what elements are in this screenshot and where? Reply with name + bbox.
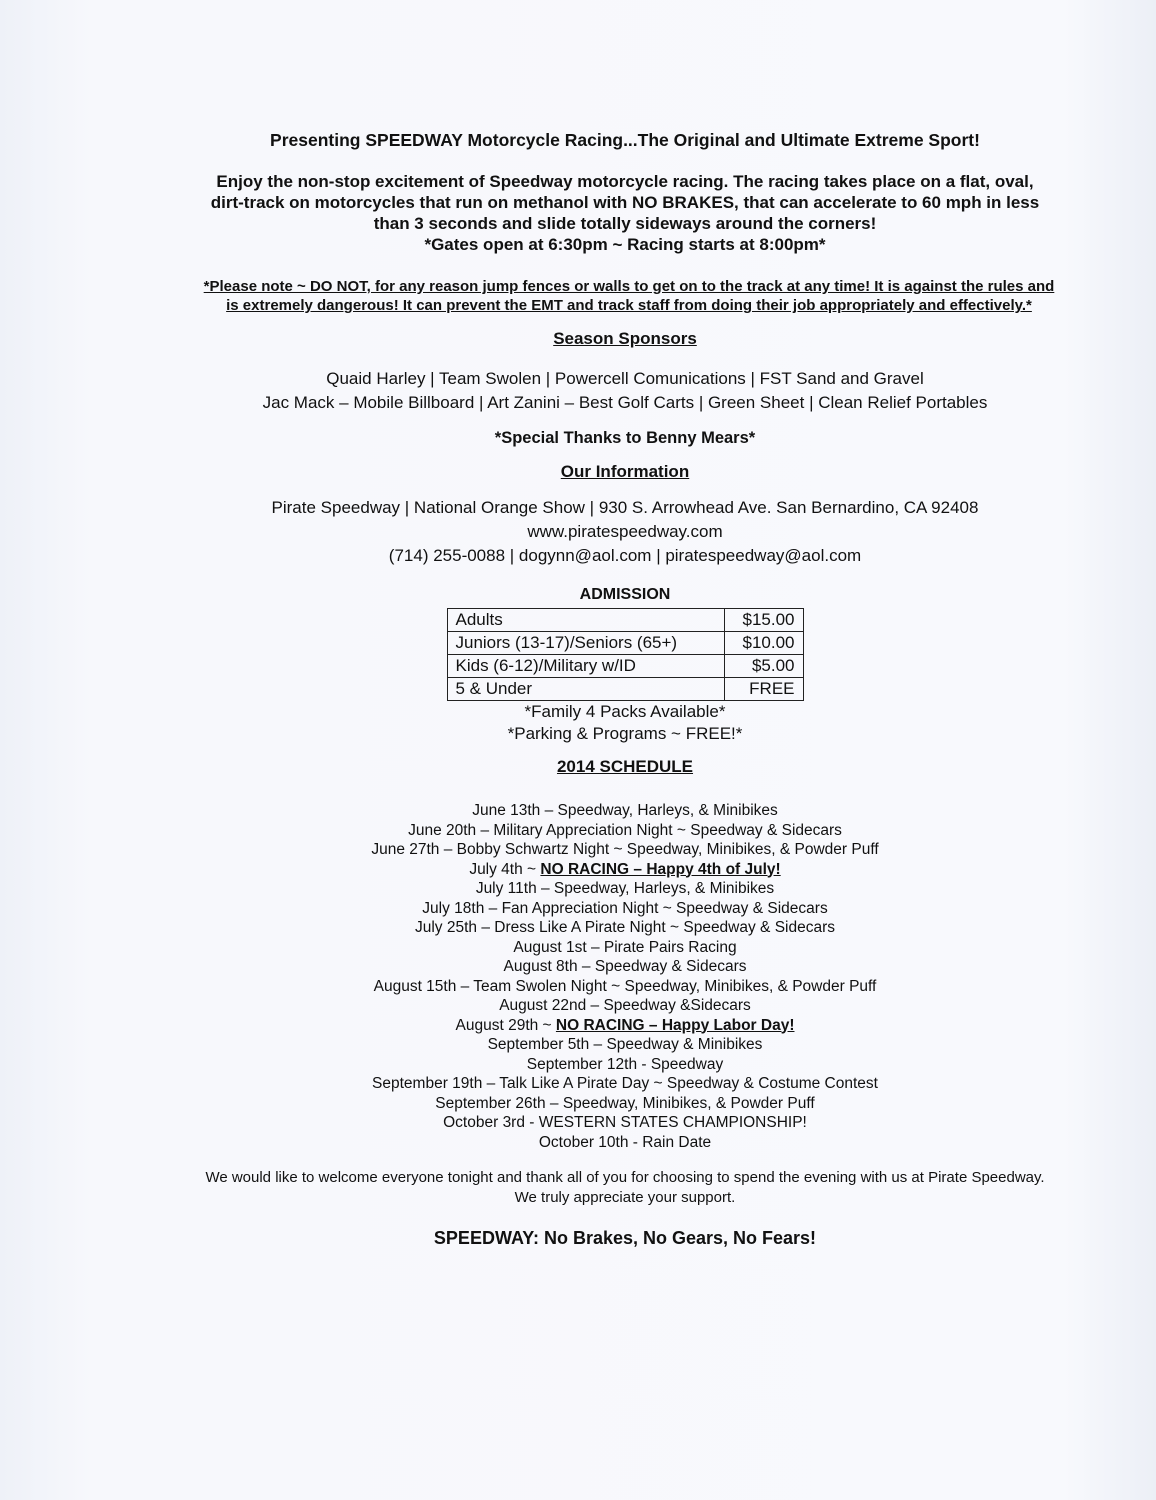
schedule-text: August 29th ~ xyxy=(455,1016,556,1034)
schedule-item xyxy=(120,1016,1130,1036)
welcome-message xyxy=(120,1168,1130,1208)
schedule-item xyxy=(120,1133,1130,1153)
schedule-item xyxy=(120,821,1130,841)
admission-row xyxy=(447,655,803,678)
schedule-title: 2014 SCHEDULE xyxy=(556,757,694,776)
schedule-item xyxy=(120,899,1130,919)
schedule-item xyxy=(120,801,1130,821)
admission-category: Kids (6-12)/Military w/ID xyxy=(447,655,724,678)
address: Pirate Speedway | National Orange Show | 930 S. Arrowhead Ave. San Bernardino, CA 92408 xyxy=(271,498,979,517)
admission-note: *Parking & Programs ~ FREE!* xyxy=(507,724,743,743)
intro-line: dirt-track on motorcycles that run on methanol with NO BRAKES, that can accelerate to 60 mph in less xyxy=(210,193,1040,212)
schedule-item xyxy=(120,996,1130,1016)
schedule-item xyxy=(120,938,1130,958)
gates-time: *Gates open at 6:30pm ~ Racing starts at 8:00pm* xyxy=(424,235,826,254)
intro-line: Enjoy the non-stop excitement of Speedway motorcycle racing. The racing takes place on a flat, oval, xyxy=(216,172,1034,191)
schedule-text: July 11th – Speedway, Harleys, & Minibikes xyxy=(475,880,775,897)
headline: Presenting SPEEDWAY Motorcycle Racing...The Original and Ultimate Extreme Sport! xyxy=(270,130,980,150)
schedule-text: September 5th – Speedway & Minibikes xyxy=(487,1036,763,1053)
warning-line: is extremely dangerous! It can prevent the EMT and track staff from doing their job appropriately and effectively.* xyxy=(226,297,1032,314)
schedule-highlight: NO RACING – Happy Labor Day! xyxy=(555,1016,795,1034)
schedule-item xyxy=(120,957,1130,977)
schedule-item xyxy=(120,879,1130,899)
schedule-item xyxy=(120,1094,1130,1114)
info-title: Our Information xyxy=(560,462,690,481)
admission-note: *Family 4 Packs Available* xyxy=(524,702,726,721)
schedule-item xyxy=(120,1055,1130,1075)
special-thanks: *Special Thanks to Benny Mears* xyxy=(494,429,756,447)
intro xyxy=(120,171,1130,234)
schedule-text: August 1st – Pirate Pairs Racing xyxy=(513,938,737,956)
schedule-item xyxy=(120,1035,1130,1055)
schedule-text: June 20th – Military Appreciation Night ~ Speedway & Sidecars xyxy=(408,821,842,839)
schedule-text: July 4th ~ xyxy=(469,860,541,878)
schedule-list xyxy=(120,801,1130,1152)
admission-row xyxy=(447,609,803,632)
schedule-item xyxy=(120,840,1130,860)
intro-line: than 3 seconds and slide totally sideways around the corners! xyxy=(373,214,877,233)
welcome-line: We would like to welcome everyone tonight and thank all of you for choosing to spend the evening with us at Pirate Speedway. xyxy=(205,1169,1045,1186)
contact-info: (714) 255-0088 | dogynn@aol.com | piratespeedway@aol.com xyxy=(388,546,862,565)
schedule-text: October 10th - Rain Date xyxy=(538,1133,712,1151)
admission-price: $15.00 xyxy=(724,609,803,632)
schedule-highlight: NO RACING – Happy 4th of July! xyxy=(540,860,781,878)
welcome-line: We truly appreciate your support. xyxy=(514,1189,736,1206)
sponsors-title: Season Sponsors xyxy=(553,329,697,348)
schedule-text: August 15th – Team Swolen Night ~ Speedway, Minibikes, & Powder Puff xyxy=(373,977,877,995)
admission-category: 5 & Under xyxy=(447,678,724,701)
schedule-item xyxy=(120,1113,1130,1133)
schedule-item xyxy=(120,977,1130,997)
admission-price: FREE xyxy=(724,678,803,701)
website-link[interactable]: www.piratespeedway.com xyxy=(527,522,723,541)
admission-price: $5.00 xyxy=(724,655,803,678)
admission-price: $10.00 xyxy=(724,632,803,655)
schedule-item xyxy=(120,918,1130,938)
sponsors-line: Quaid Harley | Team Swolen | Powercell Comunications | FST Sand and Gravel xyxy=(326,369,924,388)
admission-row xyxy=(447,632,803,655)
schedule-text: September 26th – Speedway, Minibikes, & Powder Puff xyxy=(435,1094,815,1112)
admission-title: ADMISSION xyxy=(579,586,671,603)
schedule-text: July 25th – Dress Like A Pirate Night ~ Speedway & Sidecars xyxy=(414,919,835,936)
admission-category: Juniors (13-17)/Seniors (65+) xyxy=(447,632,724,655)
schedule-text: August 8th – Speedway & Sidecars xyxy=(503,958,747,975)
warning-line: *Please note ~ DO NOT, for any reason jump fences or walls to get on to the track at any time! It is against the rules and xyxy=(203,278,1055,295)
sponsors-line: Jac Mack – Mobile Billboard | Art Zanini – Best Golf Carts | Green Sheet | Clean Relief Portables xyxy=(262,393,988,412)
admission-category: Adults xyxy=(447,609,724,632)
content xyxy=(120,130,1130,1249)
admission-row xyxy=(447,678,803,701)
closing-slogan: SPEEDWAY: No Brakes, No Gears, No Fears! xyxy=(433,1228,817,1248)
schedule-text: July 18th – Fan Appreciation Night ~ Speedway & Sidecars xyxy=(422,899,828,917)
schedule-text: October 3rd - WESTERN STATES CHAMPIONSHIP! xyxy=(443,1114,807,1131)
schedule-text: September 19th – Talk Like A Pirate Day ~ Speedway & Costume Contest xyxy=(372,1075,878,1092)
schedule-item xyxy=(120,1074,1130,1094)
schedule-text: August 22nd – Speedway &Sidecars xyxy=(499,997,751,1014)
schedule-text: June 13th – Speedway, Harleys, & Minibikes xyxy=(472,802,778,819)
schedule-item xyxy=(120,860,1130,880)
admission-table xyxy=(447,608,804,701)
schedule-text: September 12th - Speedway xyxy=(526,1055,724,1073)
safety-warning xyxy=(120,277,1130,315)
schedule-text: June 27th – Bobby Schwartz Night ~ Speedway, Minibikes, & Powder Puff xyxy=(371,841,879,858)
